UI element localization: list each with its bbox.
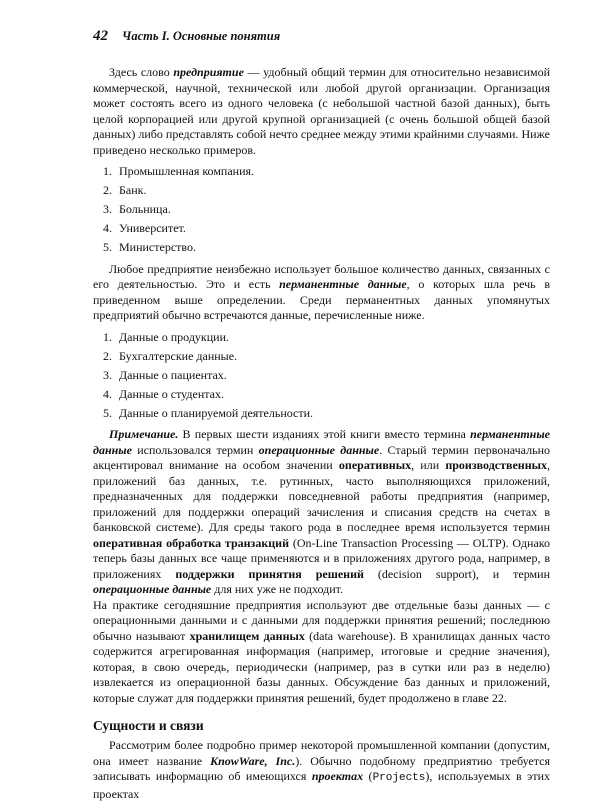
paragraph-knowware: Рассмотрим более подробно пример некоторой промышленной компании (допустим, она имеет название KnowWare, Inc.). Обычно подобному предприятию требуется записывать информацию об имеющихся проектах (Projects), используемых в этих проектах <box>93 738 550 801</box>
list-item: 5. Данные о планируемой деятельности. <box>115 406 550 422</box>
code-projects: Projects <box>372 772 426 784</box>
note-label: Примечание. <box>109 427 179 441</box>
persistent-data-list <box>93 330 550 422</box>
list-item: 4. Университет. <box>115 221 550 237</box>
list-item: 1. Данные о продукции. <box>115 330 550 346</box>
list-item: 3. Данные о пациентах. <box>115 368 550 384</box>
paragraph-persistent-data: Любое предприятие неизбежно использует большое количество данных, связанных с его деятельностью. Это и есть перманентные данные, о которых шла речь в приведенном выше определении. Среди перманентных данных упомянутых предприятий обычно встречаются данные, перечисленные ниже. <box>93 261 550 322</box>
note-paragraph: Примечание. В первых шести изданиях этой книги вместо термина перманентные данные использовался термин операционные данные. Старый термин первоначально акцентировал внимание на особом значении оперативных, или производственных, приложений баз данных, т.е. рутинных, часто выполняющихся приложений, предназначенных для поддержки повседневной работы предприятия (например, приложений для поддержки операций зачисления и списания средств на счетах в банковской системе). Для среды такого рода в последнее время используется термин оперативная обработка транзакций (On-Line Transaction Processing — OLTP). Однако теперь базы данных все чаще применяются и в приложениях другого рода, например, в приложениях поддержки принятия решений (decision support), и термин операционные данные для них уже не подходит. <box>93 427 551 596</box>
page-number: 42 <box>93 28 108 44</box>
list-item: 3. Больница. <box>115 202 550 218</box>
page-header <box>93 28 550 45</box>
term-enterprise: предприятие <box>173 65 244 79</box>
list-item: 4. Данные о студентах. <box>115 387 550 403</box>
list-item: 1. Промышленная компания. <box>115 164 550 180</box>
paragraph-data-warehouse: На практике сегодняшние предприятия используют две отдельные базы данных — с операционными данными и с данными для поддержки принятия решений; последнюю обычно называют хранилищем данных (data warehouse). В хранилищах данных часто содержится агрегированная информация (например, итоговые и средние значения), которая, в свою очередь, периодически (например, раз в сутки или раз в неделю) извлекается из операционной базы данных. Обсуждение баз данных и приложений, которые служат для поддержки принятия решений, будет продолжено в главе 22. <box>93 597 550 705</box>
running-head: Часть I. Основные понятия <box>122 29 281 43</box>
paragraph-enterprise: Здесь слово предприятие — удобный общий термин для относительно независимой коммерческой, научной, технической или любой другой организации. Организация может состоять всего из одного человека (с небольшой частной базой данных), быть целой корпорацией или другой крупной организацией (с очень большой общей базой данных) либо представлять собой нечто среднее между этими крайними случаями. Ниже приведено несколько примеров. <box>93 65 551 157</box>
list-item: 2. Банк. <box>115 183 550 199</box>
enterprise-examples-list <box>93 164 550 256</box>
section-heading: Сущности и связи <box>93 718 204 733</box>
term-data-warehouse: хранилищем данных <box>189 628 305 643</box>
term-persistent-data: перманентные данные <box>279 277 407 291</box>
list-item: 5. Министерство. <box>115 240 550 256</box>
list-item: 2. Бухгалтерские данные. <box>115 349 550 365</box>
